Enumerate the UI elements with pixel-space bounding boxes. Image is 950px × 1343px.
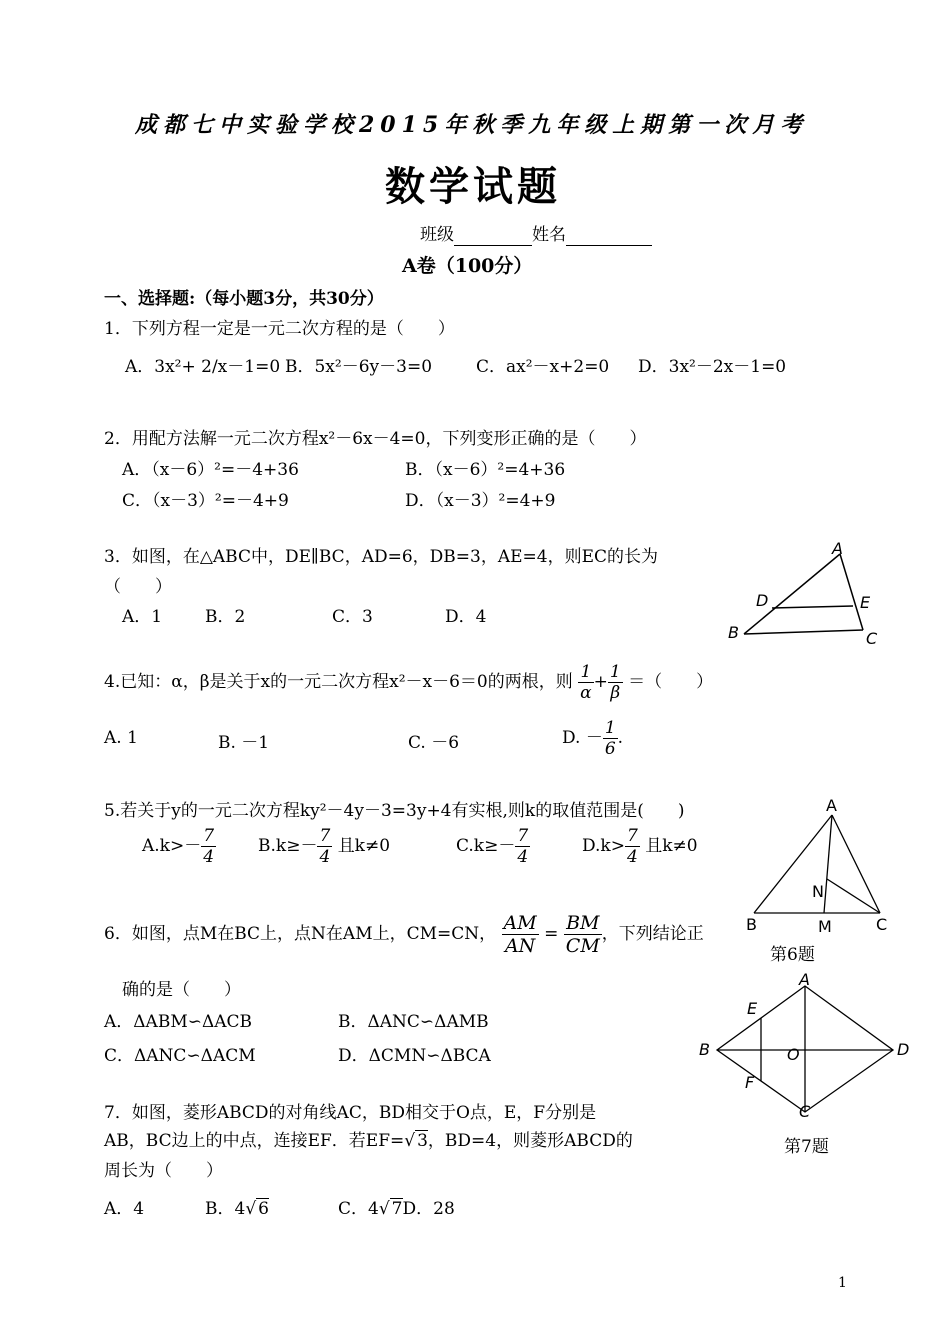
q3-label-d: D — [756, 591, 769, 610]
q1-stem: 1．下列方程一定是一元二次方程的是（ ） — [104, 319, 455, 339]
q4-option-a: A. 1 — [104, 728, 138, 748]
q4-stem-post: ＝（ ） — [628, 672, 714, 692]
q7-line2: AB，BC边上的中点，连接EF．若EF=√ 3，BD=4，则菱形ABCD的 — [104, 1131, 633, 1151]
q7-label-b: B — [699, 1040, 710, 1059]
q7-option-d: D．28 — [402, 1199, 455, 1219]
q4-frac-beta — [608, 662, 623, 703]
q3-label-e: E — [860, 593, 871, 612]
q1-option-d: D．3x²－2x－1=0 — [638, 357, 787, 377]
q4-frac-beta-den: β — [608, 682, 623, 703]
q4-stem-pre: 4.已知：α，β是关于x的一元二次方程x²－x－6＝0的两根，则 — [104, 672, 573, 692]
q3-option-d: D．4 — [445, 607, 487, 627]
q3-option-b: B．2 — [205, 607, 246, 627]
q6-label-a: A — [826, 796, 837, 815]
q3-label-c: C — [866, 629, 878, 648]
q7-label-d: D — [897, 1040, 910, 1059]
q3-option-c: C．3 — [332, 607, 373, 627]
q5-option-c-label: C.k≥－ — [456, 836, 516, 856]
q3-label-a: A — [832, 539, 843, 558]
q6-option-c: C．ΔANC∽ΔACM — [104, 1046, 256, 1066]
q4-frac-alpha — [578, 662, 593, 703]
q6-stem-post: ，下列结论正 — [601, 924, 704, 944]
q6-frac2-den: CM — [565, 935, 600, 957]
q5-d-den: 4 — [626, 847, 638, 867]
q5-stem: 5.若关于y的一元二次方程ky²－4y－3=3y+4有实根,则k的取值范围是( ) — [104, 801, 685, 821]
q3-label-b: B — [728, 623, 739, 642]
q3-segment-de — [772, 606, 853, 608]
q4-stem-line: 4.已知：α，β是关于x的一元二次方程x²－x－6＝0的两根，则 $\frac{1}{\alpha}$ + $\frac{1}{\beta}$ ＝（ ） — [104, 662, 714, 703]
q5-option-a-frac — [201, 826, 216, 867]
q6-stem-cont: 确的是（ ） — [122, 980, 241, 1000]
q2-option-b: B．（x－6）²=4+36 — [405, 460, 566, 480]
q5-d-num: 7 — [626, 826, 638, 846]
q7-option-c: C．4√ 7D．28 — [338, 1199, 455, 1219]
q5-option-a-label: A.k>－ — [142, 836, 202, 856]
q2-stem: 2．用配方法解一元二次方程x²－6x－4=0，下列变形正确的是（ ） — [104, 429, 647, 449]
q5-c-den: 4 — [517, 847, 529, 867]
q6-caption: 第6题 — [770, 945, 815, 965]
q7-option-b-label: B．4 — [205, 1199, 246, 1219]
q4-option-d-den: 6 — [604, 739, 616, 759]
q3-figure — [720, 538, 890, 650]
q1-option-a: A．3x²+ 2/x－1=0 — [125, 357, 281, 377]
q6-option-d: D．ΔCMN∽ΔBCA — [338, 1046, 491, 1066]
q5-option-d-cond: 且k≠0 — [645, 836, 698, 856]
q7-label-c: C — [799, 1102, 811, 1120]
q2-option-c: C．（x－3）²=－4+9 — [122, 491, 289, 511]
q4-frac-beta-num: 1 — [609, 662, 621, 682]
q6-label-b: B — [746, 915, 757, 934]
q4-option-d: D. － $\frac{1}{6}$ . — [562, 718, 624, 759]
q6-label-n: N — [812, 882, 824, 901]
q7-option-b: B．4√ 6 — [205, 1199, 269, 1219]
q5-option-d — [582, 826, 698, 867]
q7-line2-pre: AB，BC边上的中点，连接EF．若EF= — [104, 1131, 405, 1151]
q5-option-b — [258, 826, 390, 867]
subject-title: 数学试题 — [385, 163, 561, 210]
q7-label-f: F — [745, 1073, 755, 1092]
q4-frac-alpha-num: 1 — [580, 662, 592, 682]
q7-line1: 7．如图，菱形ABCD的对角线AC，BD相交于O点，E，F分别是 — [104, 1103, 597, 1123]
q4-option-d-frac — [603, 718, 618, 759]
q3-option-a: A．1 — [122, 607, 163, 627]
q1-option-c: C．ax²－x+2=0 — [476, 357, 610, 377]
q3-side-ac — [840, 554, 863, 630]
q7-option-a: A．4 — [104, 1199, 145, 1219]
q5-option-b-frac — [317, 826, 332, 867]
q4-option-d-label: D. － — [562, 728, 603, 748]
q3-paren: （ ） — [104, 577, 172, 597]
q7-line3: 周长为（ ） — [104, 1161, 223, 1181]
school-title: 成都七中实验学校2015年秋季九年级上期第一次月考 — [135, 112, 809, 138]
class-name-line — [420, 220, 652, 246]
q5-a-num: 7 — [203, 826, 215, 846]
q5-a-den: 4 — [203, 847, 215, 867]
section-title: A卷（100分） — [402, 255, 533, 277]
q7-option-c-label: C．4 — [338, 1199, 379, 1219]
q2-option-a: A．（x－6）²=－4+36 — [122, 460, 299, 480]
name-blank — [566, 225, 652, 246]
q1-option-b: B．5x²－6y－3=0 — [285, 357, 433, 377]
name-label: 姓名 — [532, 225, 566, 245]
q5-option-c — [456, 826, 530, 867]
q6-label-m: M — [818, 917, 832, 936]
q5-option-b-label: B.k≥－ — [258, 836, 318, 856]
q5-option-d-label: D.k> — [582, 836, 625, 856]
page-number: 1 — [838, 1275, 847, 1291]
q4-option-d-num: 1 — [604, 718, 616, 738]
q5-option-c-frac — [515, 826, 530, 867]
q2-option-d: D．（x－3）²=4+9 — [405, 491, 556, 511]
class-blank — [454, 225, 532, 246]
q5-b-den: 4 — [319, 847, 331, 867]
q6-frac-bm-cm — [564, 912, 602, 957]
q7-label-a: A — [799, 972, 810, 989]
q5-option-d-frac — [625, 826, 640, 867]
q6-frac-am-an — [502, 912, 539, 957]
q7-caption: 第7题 — [784, 1137, 829, 1157]
class-label: 班级 — [420, 225, 454, 245]
q6-frac1-den: AN — [502, 934, 539, 957]
q6-frac1-num: AM — [503, 912, 537, 934]
q7-line2-post: ，BD=4，则菱形ABCD的 — [427, 1131, 633, 1151]
q4-option-c: C. －6 — [408, 733, 460, 753]
q5-c-num: 7 — [517, 826, 529, 846]
q6-stem-line: 6．如图，点M在BC上，点N在AM上，CM=CN， $\frac{AM}{AN}$ = $\frac{BM}{CM}$ ，下列结论正 — [104, 912, 704, 957]
q7-figure — [695, 972, 920, 1120]
q6-frac2-num: BM — [566, 912, 600, 934]
q5-option-a — [142, 826, 216, 867]
q6-segment-am — [824, 815, 832, 913]
q3-stem: 3．如图，在△ABC中，DE∥BC，AD=6，DB=3，AE=4，则EC的长为 — [104, 547, 659, 567]
q7-label-o: O — [787, 1045, 800, 1064]
q6-option-a: A．ΔABM∽ΔACB — [104, 1012, 253, 1032]
q5-b-num: 7 — [319, 826, 331, 846]
q3-side-bc — [744, 630, 863, 634]
q7-sqrt3: 3 — [417, 1131, 428, 1151]
q7-label-e: E — [747, 999, 758, 1018]
q6-option-b: B．ΔANC∽ΔAMB — [338, 1012, 489, 1032]
q5-option-b-cond: 且k≠0 — [337, 836, 391, 856]
q7-option-b-sqrt: 6 — [258, 1199, 269, 1219]
q6-label-c: C — [876, 915, 888, 934]
q7-option-c-sqrt: 7 — [391, 1199, 403, 1219]
q4-option-b: B. －1 — [218, 733, 270, 753]
q6-figure — [740, 795, 900, 940]
q4-frac-alpha-den: α — [580, 683, 592, 703]
q6-stem-pre: 6．如图，点M在BC上，点N在AM上，CM=CN， — [104, 924, 497, 944]
part1-heading: 一、选择题:（每小题3分，共30分） — [104, 289, 384, 309]
